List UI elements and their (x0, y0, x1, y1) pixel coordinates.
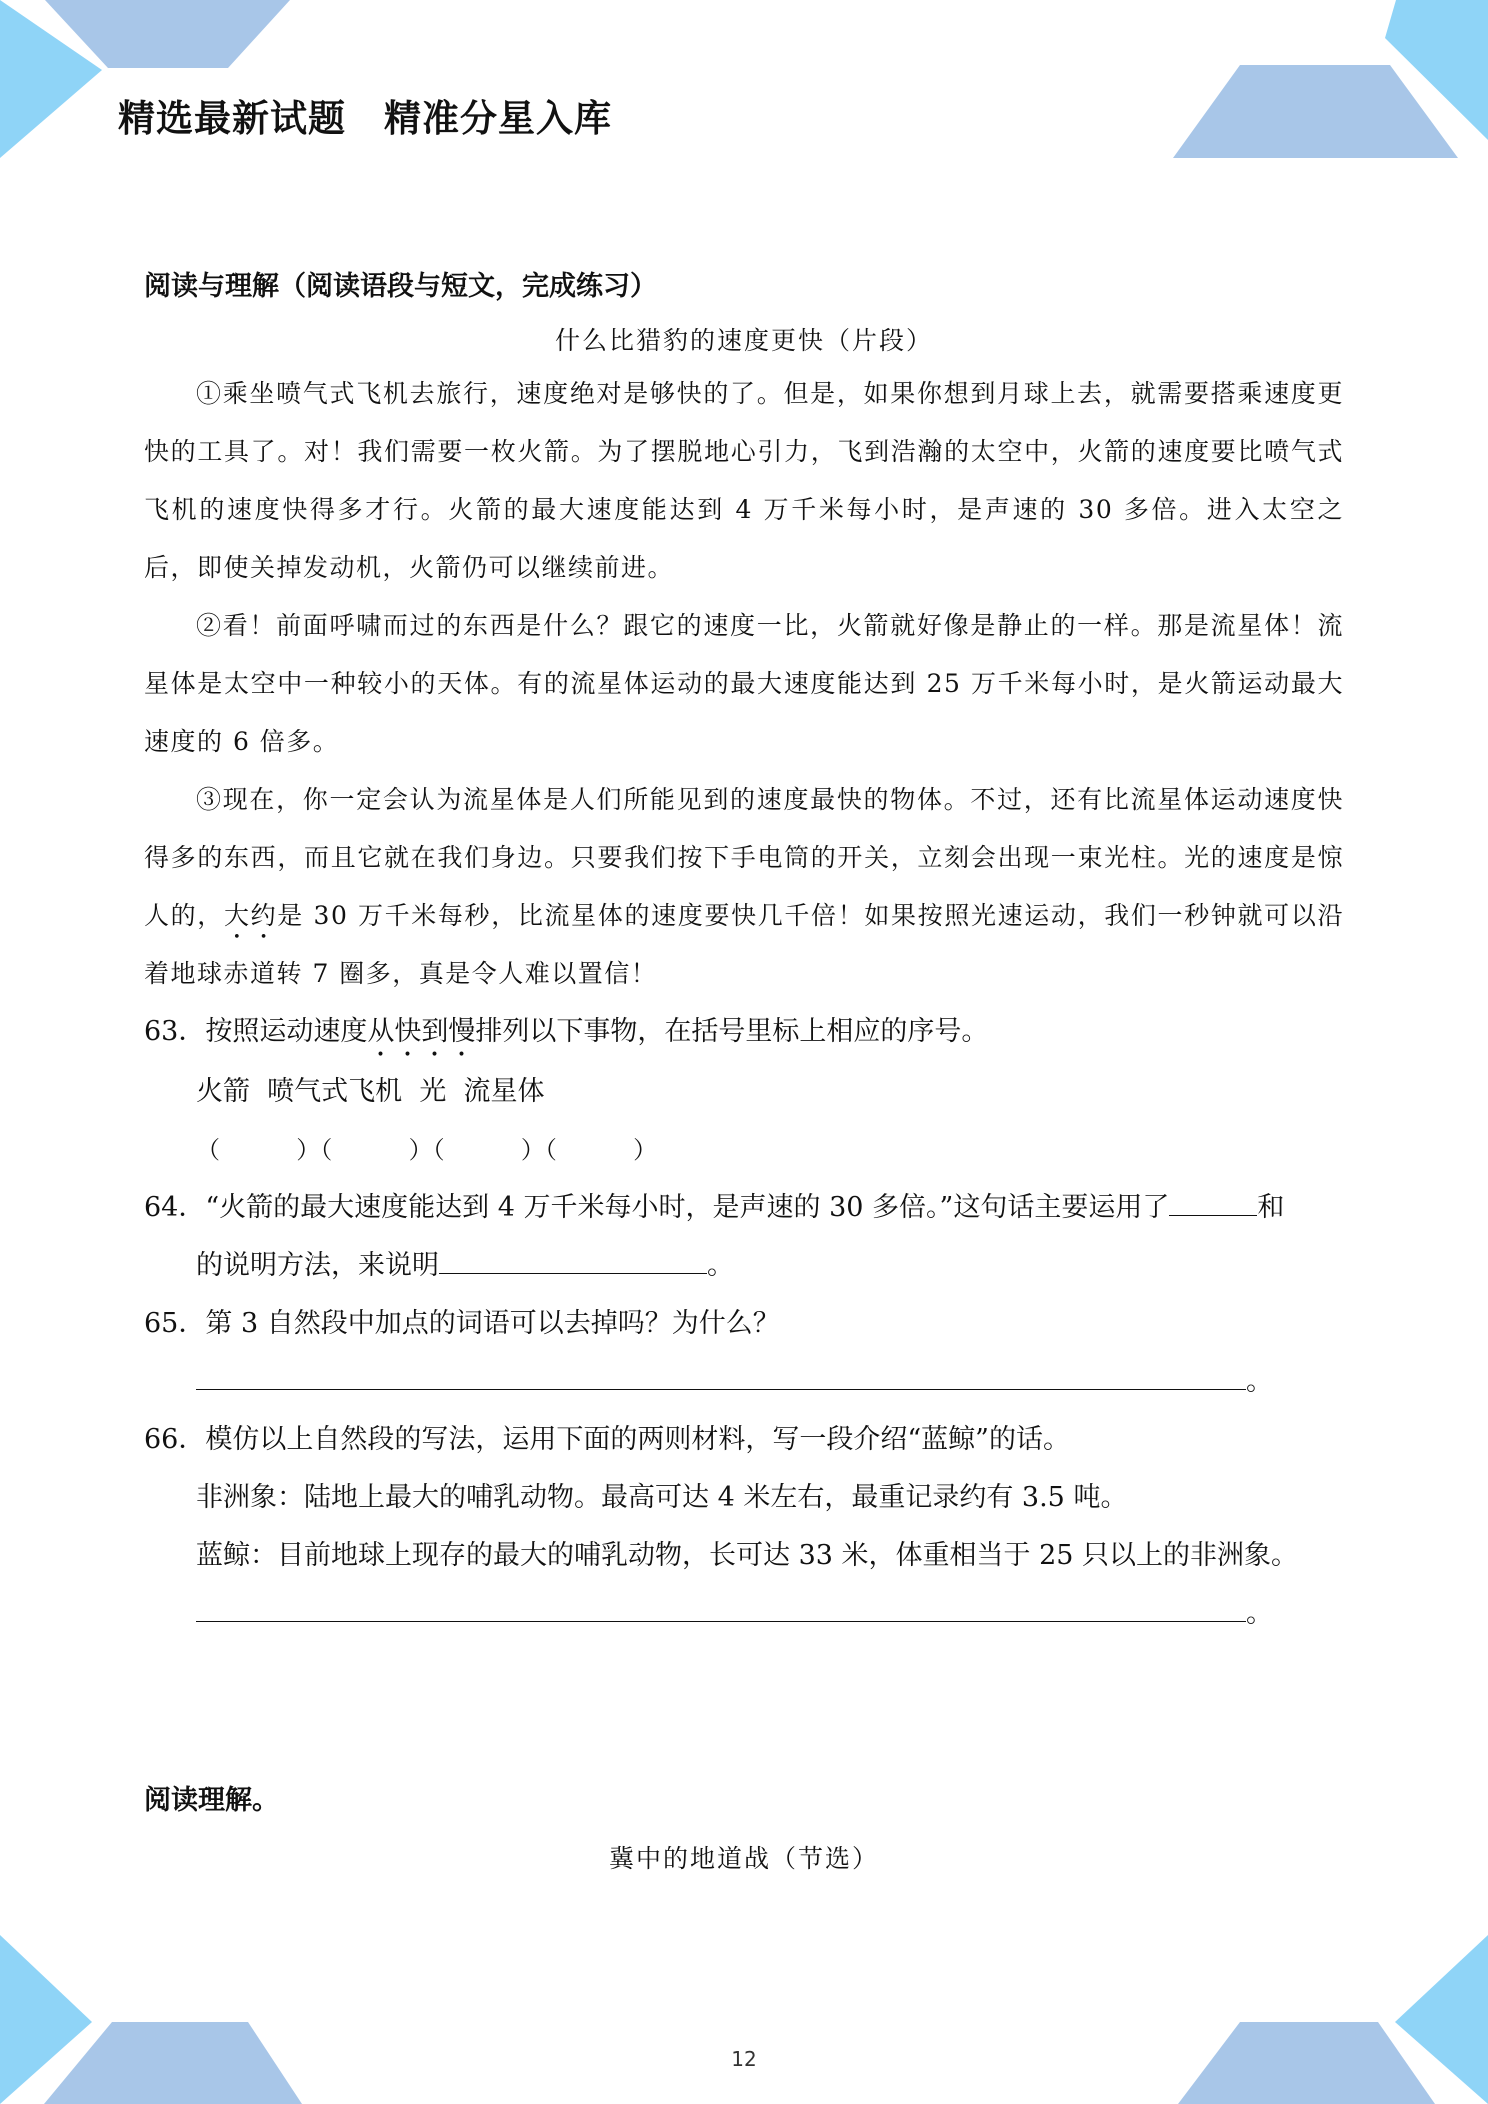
section-reading-2 (144, 1778, 1344, 1875)
q66-material-2: 蓝鲸：目前地球上现存的最大的哺乳动物，长可达 33 米，体重相当于 25 只以上的非洲象。 (196, 1540, 1299, 1571)
q63-items: 火箭 喷气式飞机 光 流星体 (196, 1076, 545, 1107)
q64-end: 。 (707, 1250, 734, 1281)
question-64 (144, 1179, 1344, 1237)
q65-answer (144, 1353, 1344, 1411)
q66-answer-line[interactable] (196, 1589, 1246, 1622)
paragraph-3 (144, 771, 1344, 1003)
q64-text-2: 的说明方法，来说明 (196, 1250, 439, 1281)
q66-end: 。 (1246, 1598, 1273, 1629)
paragraph-2: ②看！前面呼啸而过的东西是什么？跟它的速度一比，火箭就好像是静止的一样。那是流星体！流星体是太空中一种较小的天体。有的流星体运动的最大速度能达到 25 万千米每小时，是火箭运动最大速度的 6 倍多。 (144, 611, 1344, 756)
passage-title: 什么比猎豹的速度更快（片段） (554, 326, 933, 355)
q64-blank-2[interactable] (439, 1241, 707, 1274)
paragraph-3-text-a: ③现在，你一定会认为流星体是人们所能见到的速度最快的物体。不过，还有比流星体运动速度快得多的东西，而且它就在我们身边。只要我们按下手电筒的开关，立刻会出现一束光柱。光的速度是惊人的， (144, 785, 1344, 930)
question-65: 65．第 3 自然段中加点的词语可以去掉吗？为什么？ (144, 1308, 780, 1339)
q63-answer-blanks[interactable]: （ ）（ ）（ ）（ ） (196, 1136, 658, 1164)
paragraph-3-text-b: 是 30 万千米每秒，比流星体的速度要快几千倍！如果按照光速运动，我们一秒钟就可以沿着地球赤道转 7 圈多，真是令人难以置信！ (144, 901, 1344, 988)
q64-and: 和 (1257, 1192, 1285, 1223)
paragraph-1: ①乘坐喷气式飞机去旅行，速度绝对是够快的了。但是，如果你想到月球上去，就需要搭乘速度更快的工具了。对！我们需要一枚火箭。为了摆脱地心引力，飞到浩瀚的太空中，火箭的速度要比喷气式飞机的速度快得多才行。火箭的最大速度能达到 4 万千米每小时，是声速的 30 多倍。进入太空之后，即使关掉发动机，火箭仍可以继续前进。 (144, 379, 1344, 582)
q66-answer (144, 1585, 1344, 1643)
q63-text-b: 排列以下事物，在括号里标上相应的序号。 (475, 1016, 989, 1047)
top-right-trapezoid (1173, 65, 1458, 158)
q66-material-1: 非洲象：陆地上最大的哺乳动物。最高可达 4 米左右，最重记录约有 3.5 吨。 (196, 1482, 1128, 1513)
question-64-line2 (144, 1237, 1344, 1295)
header-title: 精选最新试题 精准分星入库 (118, 97, 612, 140)
q64-blank-1[interactable] (1169, 1183, 1257, 1216)
passage-title-2: 冀中的地道战（节选） (608, 1844, 879, 1873)
section-title: 阅读与理解（阅读语段与短文，完成练习） (144, 271, 657, 302)
section-reading-1 (144, 264, 1344, 1643)
q65-end: 。 (1246, 1366, 1273, 1397)
question-66: 66．模仿以上自然段的写法，运用下面的两则材料，写一段介绍“蓝鲸”的话。 (144, 1424, 1070, 1455)
q64-text: 64．“火箭的最大速度能达到 4 万千米每小时，是声速的 30 多倍。”这句话主要运用了 (144, 1192, 1170, 1223)
section-title-2: 阅读理解。 (144, 1785, 279, 1816)
q63-text-a: 63．按照运动速度 (144, 1016, 368, 1047)
q65-answer-line[interactable] (196, 1357, 1246, 1390)
page-number: 12 (731, 2047, 757, 2071)
dotted-word: 大约 (223, 901, 278, 930)
question-63 (144, 1003, 1344, 1063)
q63-dotted-words: 从快到慢 (367, 1016, 476, 1047)
